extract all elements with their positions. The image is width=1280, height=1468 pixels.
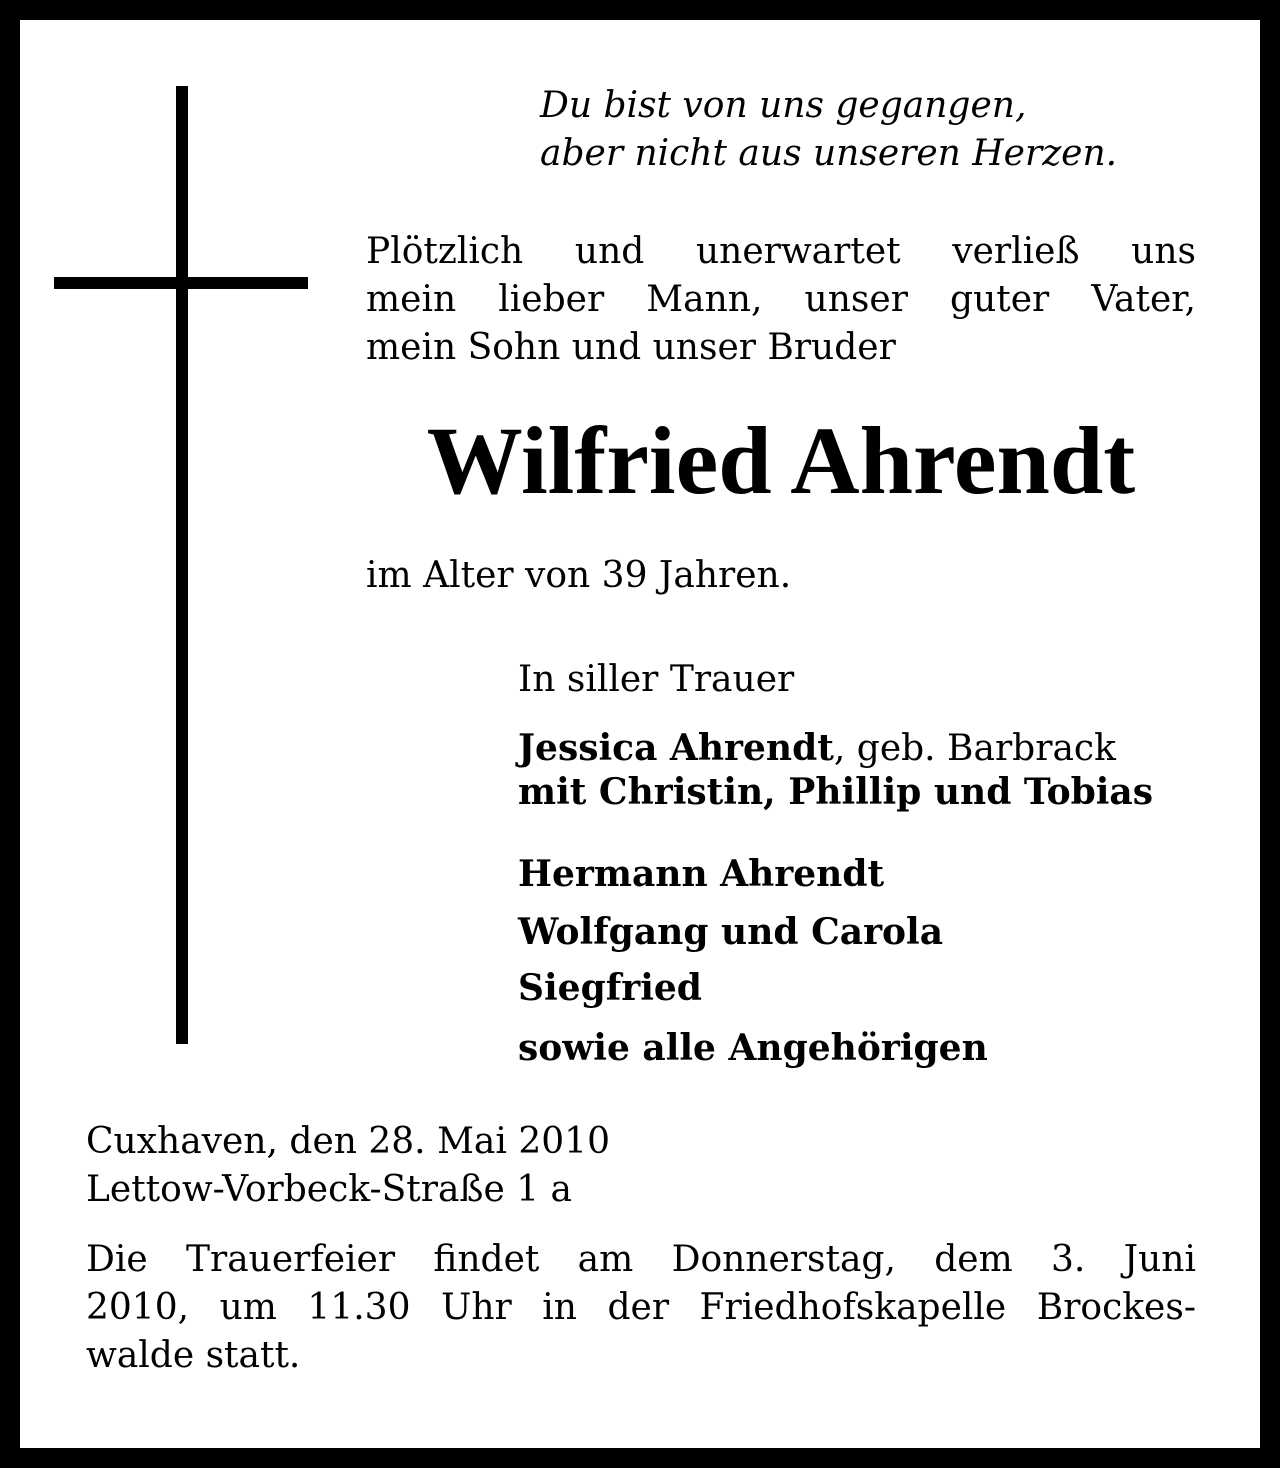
intro-line-3: mein Sohn und unser Bruder xyxy=(366,327,896,368)
mourner-sibling-2: Siegfried xyxy=(518,967,702,1009)
mourner-wife xyxy=(518,724,1116,773)
mourner-others: sowie alle Angehörigen xyxy=(518,1027,988,1069)
intro-line-1: Plötzlich und unerwartet verließ uns xyxy=(366,231,1196,272)
intro-line-2: mein lieber Mann, unser guter Vater, xyxy=(366,279,1196,320)
ceremony-line-1: Die Trauerfeier findet am Donnerstag, dem 3. Juni xyxy=(86,1239,1196,1280)
motto xyxy=(540,82,1117,178)
mourning-label: In siller Trauer xyxy=(518,659,795,700)
mourner-father: Hermann Ahrendt xyxy=(518,853,885,895)
intro-text xyxy=(366,228,1196,372)
deceased-name: Wilfried Ahrendt xyxy=(426,407,1136,514)
ceremony-line-3: walde statt. xyxy=(86,1335,301,1376)
place-date-line-1: Cuxhaven, den 28. Mai 2010 xyxy=(86,1121,610,1162)
wife-maiden-name: , geb. Barbrack xyxy=(833,728,1116,769)
ceremony-line-2: 2010, um 11.30 Uhr in der Friedhofskapelle Brockes- xyxy=(86,1287,1196,1328)
mourner-sibling-1: Wolfgang und Carola xyxy=(518,911,944,953)
wife-name: Jessica Ahrendt xyxy=(518,727,834,769)
ceremony-notice xyxy=(86,1236,1196,1380)
cross-horizontal-bar xyxy=(54,277,308,289)
motto-line-2: aber nicht aus unseren Herzen. xyxy=(540,133,1118,174)
place-date-line-2: Lettow-Vorbeck-Straße 1 a xyxy=(86,1169,573,1210)
motto-line-1: Du bist von uns gegangen, xyxy=(540,85,1027,126)
cross-vertical-bar xyxy=(176,86,188,1044)
place-date xyxy=(86,1118,610,1214)
mourner-children: mit Christin, Phillip und Tobias xyxy=(518,771,1154,813)
age-text: im Alter von 39 Jahren. xyxy=(366,555,792,596)
